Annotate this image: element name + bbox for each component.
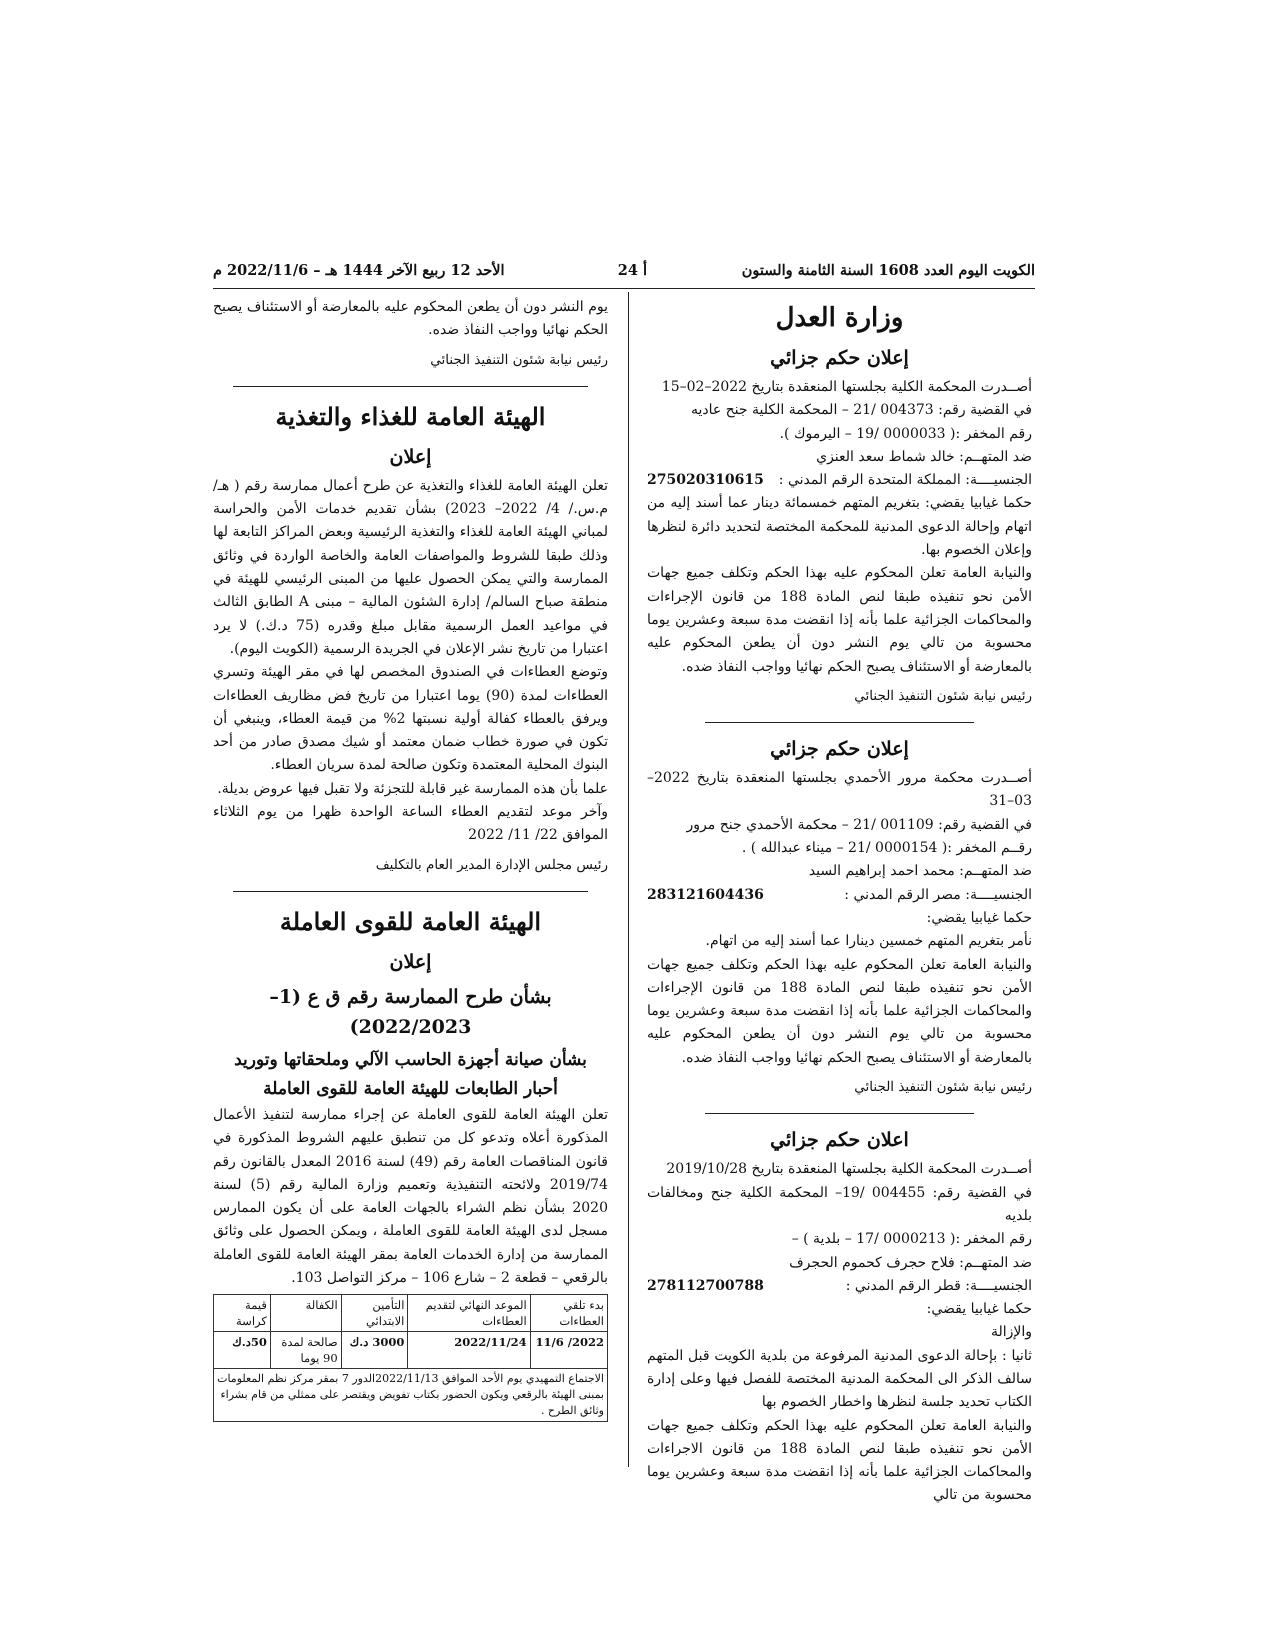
manpower-authority-title: الهيئة العامة للقوى العاملة <box>279 906 542 936</box>
ann2-civil-id: 283121604436 <box>647 886 764 903</box>
ann2-judgment: نأمر بتغريم المتهم خمسين دينارا عما أسند إليه من اتهام. <box>705 933 1032 950</box>
ann3-judgment2: والإزالة <box>990 1324 1032 1341</box>
ann3-line3: رقم المخفر :( 0000213 /17 – بلدية ) – <box>791 1231 1032 1248</box>
table-row <box>214 1332 608 1369</box>
food-p4: وآخر موعد لتقديم العطاء الساعة الواحدة ظهرا من يوم الثلاثاء الموافق 22/ 11/ 2022 <box>213 804 608 844</box>
ann1-line2: في القضية رقم: 004373 /21 – المحكمة الكلية جنح عاديه <box>690 402 1032 419</box>
ann2-nationality <box>647 884 1032 907</box>
table-header: الموعد النهائي لتقديم العطاءات <box>408 1295 530 1332</box>
ann3-line1: أصــدرت المحكمة الكلية بجلستها المنعقدة بتاريخ 2019/10/28 <box>666 1161 1032 1178</box>
table-cell: 2022/11/24 <box>408 1332 530 1369</box>
ann3-judgment-head: حكما غيابيا يقضي: <box>926 1301 1032 1318</box>
page-header <box>213 258 1035 289</box>
ann2-execution: والنيابة العامة تعلن المحكوم عليه بهذا الحكم وتكلف جميع جهات الأمن نحو تنفيذه طبقا لنص المادة 188 من قانون الإجراءات والمحاكمات الجزائية علما بأنه إذا انقضت مدة سبعة وعشرين يوما محسوبة من تالي يوم النشر دون أن يطعن المحكوم عليه بالمعارضة أو الاستئناف يصبح الحكم نهائيا وواجب النفاذ ضده. <box>647 956 1033 1066</box>
ann3-title: اعلان حكم جزائي <box>770 1129 909 1152</box>
food-p2: وتوضع العطاءات في الصندوق المخصص لها في مقر الهيئة وتسري العطاءات لمدة (90) يوما اعتبارا من تاريخ فض مظاريف العطاءات ويرفق بالعطاء كفالة أولية نسبتها 2% من قيمة العطاء، وينبغي أن تكون في صورة خطاب ضمان معتمد أو شيك مصدق صادر من أحد البنوك المحلية المعتمدة وتكون صالحة لمدة سريان العطاء. <box>213 664 609 774</box>
ann1-execution: والنيابة العامة تعلن المحكوم عليه بهذا الحكم وتكلف جميع جهات الأمن نحو تنفيذه طبقا لنص المادة 188 من قانون الإجراءات والمحاكمات الجزائية علما بأنه إذا انقضت مدة سبعة وعشرين يوما محسوبة من تالي يوم النشر دون أن يطعن المحكوم عليه بالمعارضة أو الاستئناف يصبح الحكم نهائيا وواجب النفاذ ضده. <box>647 565 1033 675</box>
ministry-title: وزارة العدل <box>775 303 904 333</box>
table-cell: 3000 د.ك <box>341 1332 408 1369</box>
ann3-civil-id: 278112700788 <box>647 1277 764 1294</box>
ann3-nat-label: الجنسيــــة: قطر الرقم المدني : <box>845 1277 1032 1294</box>
ann2-line3: رقــم المخفر :( 0000154 /21 – ميناء عبدالله ) . <box>741 840 1032 857</box>
manpower-p1: تعلن الهيئة العامة للقوى العاملة عن إجراء ممارسة لتنفيذ الأعمال المذكورة أعلاه وتدعو كل من تنطبق عليهم الشروط المذكورة في قانون المناقصات العامة رقم (49) لسنة 2016 المعدل بالقانون رقم 2019/74 ولائحته التنفيذية وتعميم وزارة المالية رقم (5) لسنة 2020 بشأن نظم الشراء بالجهات العامة على أن يكون الممارس مسجل لدى الهيئة العامة للقوى العاملة ، ويمكن الحصول على وثائق الممارسة من إدارة الخدمات العامة بمقر الهيئة العامة للقوى العاملة بالرقعي – قطعة 2 – شارع 106 – مركز التواصل 103. <box>213 1106 608 1287</box>
separator <box>233 386 589 387</box>
ann1-line1: أصــدرت المحكمة الكلية بجلستها المنعقدة بتاريخ 2022–02–15 <box>661 379 1032 395</box>
ann1-line4: ضد المتهــم: خالد شماط سعد العنزي <box>816 448 1032 465</box>
table-cell: صالحة لمدة 90 يوما <box>270 1332 341 1369</box>
food-sign: رئيس مجلس الإدارة المدير العام بالتكليف <box>375 856 608 873</box>
table-header-row <box>214 1295 608 1332</box>
ann2-nat-label: الجنسيــــة: مصر الرقم المدني : <box>844 886 1032 903</box>
manpower-ann-label: إعلان <box>389 950 432 973</box>
separator <box>233 891 589 892</box>
ann3-nationality <box>647 1275 1032 1298</box>
page-number: أ 24 <box>617 262 647 279</box>
table-cell: 50د.ك <box>214 1332 271 1369</box>
right-column <box>647 296 1032 1508</box>
tender-table <box>213 1294 608 1422</box>
food-ann-label: إعلان <box>389 445 432 468</box>
ann1-nationality <box>647 469 1032 492</box>
table-note-row <box>214 1369 608 1422</box>
ann1-judgment: حكما غيابيا يقضي: بتغريم المتهم خمسمائة دينار عما أسند إليه من اتهام وإحالة الدعوى المدنية للمحكمة المختصة لتحديد دائرة لنظرها وإعلان الخصوم بها. <box>647 495 1032 559</box>
continued-sign: رئيس نيابة شئون التنفيذ الجنائي <box>430 351 608 368</box>
ann2-line2: في القضية رقم: 001109 /21 – محكمة الأحمدي جنح مرور <box>686 816 1032 833</box>
table-header: قيمة كراسة <box>214 1295 271 1332</box>
manpower-heading-2: بشأن صيانة أجهزة الحاسب الآلي وملحقاتها وتوريد <box>234 1049 587 1070</box>
ann2-line1: أصــدرت محكمة مرور الأحمدي بجلستها المنعقدة بتاريخ 2022–03–31 <box>647 770 1032 810</box>
table-header: الكفالة <box>270 1295 341 1332</box>
table-cell: 2022/ 11/6 <box>530 1332 607 1369</box>
manpower-heading-3: أحبار الطابعات للهيئة العامة للقوى العاملة <box>263 1078 558 1099</box>
ann1-line3: رقم المخفر :( 0000033 /19 – اليرموك ). <box>779 425 1032 442</box>
table-note: الاجتماع التمهيدي يوم الأحد الموافق 2022/11/13الدور 7 بمقر مركز نظم المعلومات بمبنى الهيئة بالرقعي ويكون الحضور بكتاب تفويض ويقتصر على ممثلي من قام بشراء وثائق الطرح . <box>214 1369 608 1422</box>
ann2-judgment-head: حكما غيابيا يقضي: <box>926 909 1032 926</box>
food-authority-title: الهيئة العامة للغذاء والتغذية <box>275 401 546 431</box>
ann3-judgment3: ثانيا : بإحالة الدعوى المدنية المرفوعة من بلدية الكويت قبل المتهم سالف الذكر الى المحكمة المدنية المختصة للفصل فيها وعلى إدارة الكتاب تحديد جلسة لنظرها واخطار الخصوم بها <box>647 1347 1032 1411</box>
ann1-nat-label: الجنسيــــة: المملكة المتحدة الرقم المدني : <box>778 472 1032 489</box>
food-p1: تعلن الهيئة العامة للغذاء والتغذية عن طرح أعمال ممارسة رقم ( هـ/ م.س./ 4/ 2022– 2023) بشأن تقديم خدمات الأمن والحراسة لمباني الهيئة العامة للغذاء والتغذية الرئيسية وبعض المراكز التابعة لها وذلك طبقا للشروط والمواصفات العامة والخاصة الواردة في وثائق الممارسة والتي يمكن الحصول عليها من المبنى الرئيسي للهيئة في منطقة صباح السالم/ إدارة الشئون المالية – مبنى A الطابق الثالث في مواعيد العمل الرسمية مقابل مبلغ وقدره (75 د.ك.) لا يرد اعتبارا من تاريخ نشر الإعلان في الجريدة الرسمية (الكويت اليوم). <box>213 477 608 657</box>
ann1-title: إعلان حكم جزائي <box>770 347 909 369</box>
separator <box>705 722 975 723</box>
left-column <box>213 296 608 1422</box>
ann3-line2: في القضية رقم: 004455 /19– المحكمة الكلية جنح ومخالفات بلديه <box>647 1184 1032 1224</box>
ann2-title: إعلان حكم جزائي <box>770 738 909 761</box>
ann2-sign: رئيس نيابة شئون التنفيذ الجنائي <box>854 1079 1032 1096</box>
ann1-sign: رئيس نيابة شئون التنفيذ الجنائي <box>854 687 1032 704</box>
ann2-line4: ضد المتهــم: محمد احمد إبراهيم السيد <box>808 863 1032 880</box>
manpower-heading-1: بشأن طرح الممارسة رقم ق ع (1–2022/2023) <box>269 985 552 1038</box>
ann3-execution: والنيابة العامة تعلن المحكوم عليه بهذا الحكم وتكلف جميع جهات الأمن نحو تنفيذه طبقا لنص المادة 188 من قانون الاجراءات والمحاكمات الجزائية علما بأنه إذا انقضت مدة سبعة وعشرين يوما محسوبة من تالي <box>647 1417 1033 1504</box>
food-p3: علما بأن هذه الممارسة غير قابلة للتجزئة ولا تقبل فيها عروض بديلة. <box>217 780 608 797</box>
continued-text: يوم النشر دون أن يطعن المحكوم عليه بالمعارضة أو الاستئناف يصبح الحكم نهائيا وواجب النفاذ ضده. <box>213 299 608 339</box>
table-header: التأمين الابتدائي <box>341 1295 408 1332</box>
gazette-issue: الكويت اليوم العدد 1608 السنة الثامنة والستون <box>741 262 1035 279</box>
table-header: بدء تلقي العطاءات <box>530 1295 607 1332</box>
column-divider <box>628 292 629 1467</box>
ann1-civil-id: 275020310615 <box>647 472 764 489</box>
header-date: الأحد 12 ربيع الآخر 1444 هـ – 2022/11/6 م <box>213 262 505 279</box>
separator <box>705 1113 975 1114</box>
ann3-line4: ضد المتهــم: فلاح حجرف كحموم الحجرف <box>789 1254 1032 1271</box>
